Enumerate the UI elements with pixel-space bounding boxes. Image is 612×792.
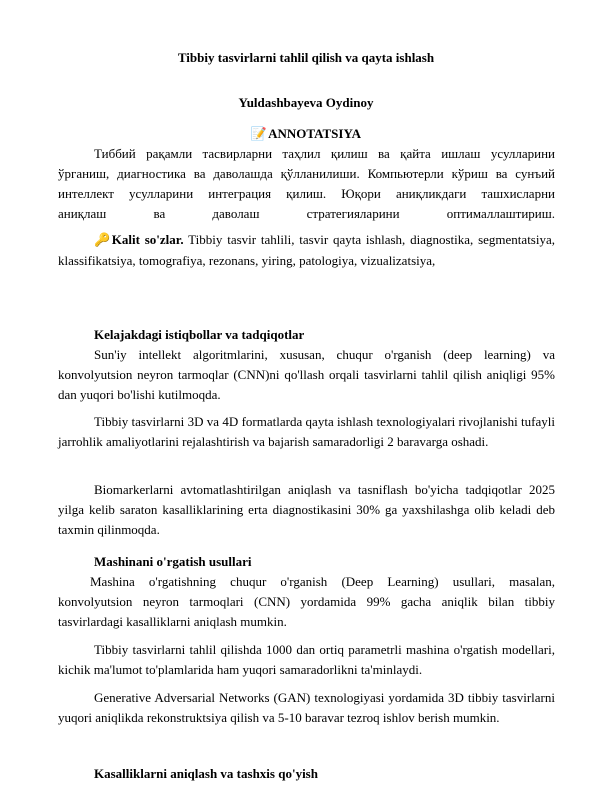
keywords-label: Kalit so'zlar. [111,232,184,247]
annotation-body [58,144,555,224]
paragraph: Generative Adversarial Networks (GAN) texnologiyasi yordamida 3D tibbiy tasvirlarni yuqori aniqlikda rekonstruktsiya qilish va 5-10 baravar tezroq ishlov berish mumkin. [58,690,555,725]
section-heading-diagnosis: Kasalliklarni aniqlash va tashxis qo'yish [94,766,318,781]
annotation-line: аниқлаш ва даволаш стратегияларини оптималлаштириш. [58,206,555,221]
paragraph: Tibbiy tasvirlarni 3D va 4D formatlarda qayta ishlash texnologiyalari rivojlanishi tufayli jarrohlik amaliyotlarini rejalashtirish va bajarish samaradorligi 2 baravarga oshadi. [58,414,555,449]
annotation-heading-text: ANNOTATSIYA [268,126,362,141]
author-name: Yuldashbayeva Oydinoy [238,95,374,110]
annotation-line: Тиббий рақамли тасвирларни таҳлил қилиш ва қайта ишлаш усулларини [94,146,555,161]
key-icon: 🔑 [94,233,112,248]
keywords-text: Tibbiy tasvir tahlili, tasvir qayta ishlash, diagnostika, segmentatsiya, klassifikatsiya, tomografiya, rezonans, yiring, patologiya, vizualizatsiya, [58,232,555,268]
paragraph: Mashina o'rgatishning chuqur o'rganish (Deep Learning) usullari, masalan, konvolyutsion neyron tarmoqlari (CNN) yordamida 99% gacha aniqlik bilan tibbiy tasvirlardagi kasalliklarni aniqlash mumkin. [58,574,555,629]
annotation-line: интеллект усулларини интеграция қилиш. Юқори аниқликдаги ташхисларни [58,186,555,201]
paragraph: Tibbiy tasvirlarni tahlil qilishda 1000 dan ortiq parametrli mashina o'rgatish modellari, kichik ma'lumot to'plamlarida ham yuqori samaradorlikni ta'minlaydi. [58,642,555,677]
paragraph: Biomarkerlarni avtomatlashtirilgan aniqlash va tasniflash bo'yicha tadqiqotlar 2025 yilga kelib saraton kasalliklarining erta diagnostikasini 30% ga yaxshilashga olib keladi deb taxmin qilinmoqda. [58,482,555,537]
section-heading-ml: Mashinani o'rgatish usullari [94,554,252,569]
document-title: Tibbiy tasvirlarni tahlil qilish va qayta ishlash [177,50,435,65]
section-heading-future: Kelajakdagi istiqbollar va tadqiqotlar [94,327,305,342]
memo-pencil-icon: 📝 [250,127,268,142]
paragraph: Sun'iy intellekt algoritmlarini, xususan, chuqur o'rganish (deep learning) va konvolyutsion neyron tarmoqlar (CNN)ni qo'llash orqali tasvirlarni tahlil qilish aniqligi 95% dan yuqori bo'lishi kutilmoqda. [58,347,555,402]
annotation-heading [0,124,612,145]
annotation-line: ўрганиш, диагностика ва даволашда қўлланилиши. Компьютерли кўриш ва сунъий [58,166,555,181]
keywords-paragraph [58,230,555,271]
